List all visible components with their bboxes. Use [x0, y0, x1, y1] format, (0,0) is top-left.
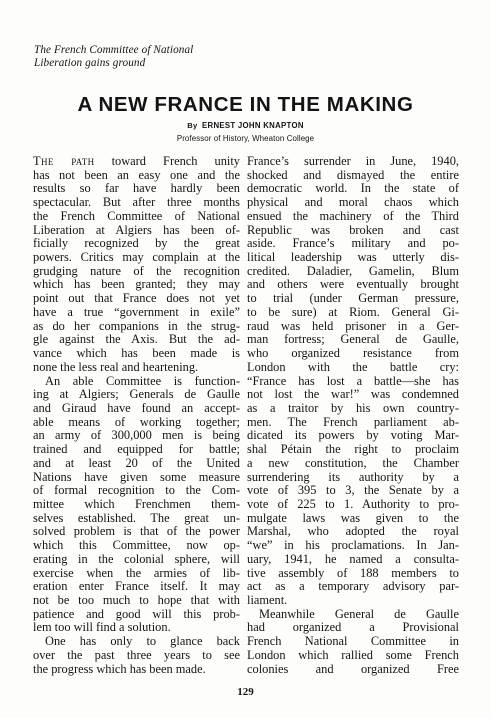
right-column	[247, 155, 459, 676]
text-line: exercise when the armies of lib-	[33, 565, 240, 580]
text-line: eration enter France itself. It may	[33, 579, 240, 594]
text-line: have a true “government in exile”	[33, 304, 240, 319]
text-line: shal Pétain the right to proclaim	[247, 442, 459, 457]
text-line: the French Committee of National	[33, 208, 240, 223]
byline-prefix: By	[187, 121, 198, 130]
text-line: liament.	[247, 593, 288, 607]
text-line: Republic was broken and cast	[247, 222, 459, 237]
text-line: uary, 1941, he named a consulta-	[247, 551, 459, 566]
text-line: colonies and organized Free	[247, 661, 459, 676]
text-line: a new constitution, the Chamber	[247, 455, 459, 470]
text-line: grudging nature of the recognition	[33, 263, 240, 278]
text-line: ficially recognized by the great	[33, 236, 240, 251]
text-line: ensued the machinery of the Third	[247, 208, 459, 223]
text-line: men. The French parliament ab-	[247, 414, 459, 429]
text-line: the progress which has been made.	[33, 661, 206, 676]
text-line: ing at Algiers; Generals de Gaulle	[33, 387, 240, 402]
text-line: to trial (under German pressure,	[247, 291, 459, 306]
text-line: dicated its powers by voting Mar-	[247, 428, 459, 443]
text-line: results so far have hardly been	[33, 181, 240, 196]
text-line: powers. Critics may complain at the	[33, 250, 240, 265]
text-line: democratic world. In the state of	[247, 181, 459, 196]
text-line: tive assembly of 188 members to	[247, 565, 459, 580]
text-line: An able Committee is function-	[45, 373, 240, 388]
text-line: which has been granted; they may	[33, 277, 240, 292]
kicker-line: The French Committee of National	[34, 44, 194, 56]
text-line: credited. Daladier, Gamelin, Blum	[247, 263, 459, 278]
text-line: as do her companions in the strug-	[33, 318, 240, 333]
text-line: none the less real and heartening.	[33, 359, 199, 374]
text-line: erating in the colonial sphere, will	[33, 551, 240, 566]
text-line: Meanwhile General de Gaulle	[259, 606, 459, 621]
text-line: London with the battle cry:	[247, 359, 459, 374]
text-line: and at least 20 of the United	[33, 455, 240, 470]
text-line: aside. France’s military and po-	[247, 236, 459, 251]
text-line: to be sure) at Riom. General Gi-	[247, 304, 459, 319]
byline	[0, 121, 491, 130]
text-line: and Giraud have found an accept-	[33, 400, 240, 415]
text-line: lem too will find a solution.	[33, 620, 171, 635]
text-line: France’s surrender in June, 1940,	[247, 154, 459, 168]
text-line: London which rallied some French	[247, 647, 459, 662]
article-title: A NEW FRANCE IN THE MAKING	[77, 93, 414, 116]
text-line: “we” in his proclamations. In Jan-	[247, 538, 459, 553]
text-line: as a traitor by his own country-	[247, 400, 459, 415]
text-line: which this Committee, now op-	[33, 538, 240, 553]
text-line: mulgate laws was given to the	[247, 510, 459, 525]
text-line: point out that France does not yet	[33, 291, 240, 306]
text-line: mittee which Frenchmen them-	[33, 496, 240, 511]
text-line: litical leadership was utterly dis-	[247, 250, 459, 265]
text-line: selves established. The great un-	[33, 510, 240, 525]
text-line: vote of 395 to 3, the Senate by a	[247, 483, 459, 498]
text-line: surrendering its authority by a	[247, 469, 459, 484]
kicker	[34, 44, 264, 71]
text-line: and others were eventually brought	[247, 277, 459, 292]
page-number: 129	[237, 686, 254, 698]
author-affiliation: Professor of History, Wheaton College	[176, 134, 315, 143]
text-line: trained and equipped for battle;	[33, 442, 240, 457]
text-line: able means of working together;	[33, 414, 240, 429]
text-line: not be too much to hope that with	[33, 593, 240, 607]
author-name: ERNEST JOHN KNAPTON	[202, 121, 304, 130]
text-line: an army of 300,000 men is being	[33, 428, 240, 443]
text-line: not lost the war!” was condemned	[247, 387, 459, 402]
text-line: man fortress; General de Gaulle,	[247, 332, 459, 347]
text-line: had organized a Provisional	[247, 620, 459, 635]
kicker-line: Liberation gains ground	[34, 57, 146, 70]
text-line: solved problem is that of the power	[33, 524, 240, 539]
text-line: patience and good will this prob-	[33, 606, 240, 621]
text-line: Nations have given some measure	[33, 469, 240, 484]
text-line: spectacular. But after three months	[33, 195, 240, 210]
text-line: of formal recognition to the Com-	[33, 483, 240, 498]
text-line: vance which has been made is	[33, 346, 240, 361]
text-line: gle against the Axis. But the ad-	[33, 332, 240, 347]
text-line: One has only to glance back	[45, 634, 240, 649]
text-line: Liberation at Algiers has been of-	[33, 222, 240, 237]
text-line: physical and moral chaos which	[247, 195, 459, 210]
text-line: raud was held prisoner in a Ger-	[247, 318, 459, 333]
text-line: Marshal, who adopted the royal	[247, 524, 459, 539]
text-line: The path toward French unity	[33, 154, 240, 168]
text-line: French National Committee in	[247, 634, 459, 649]
text-line: “France has lost a battle—she has	[247, 373, 459, 388]
text-line: act as a temporary advisory par-	[247, 579, 459, 594]
left-column	[33, 155, 240, 676]
text-line: who organized resistance from	[247, 346, 459, 361]
text-line: has not been an easy one and the	[33, 167, 240, 182]
text-line: over the past three years to see	[33, 647, 240, 662]
text-line: vote of 225 to 1. Authority to pro-	[247, 496, 459, 511]
text-line: shocked and dismayed the entire	[247, 167, 459, 182]
